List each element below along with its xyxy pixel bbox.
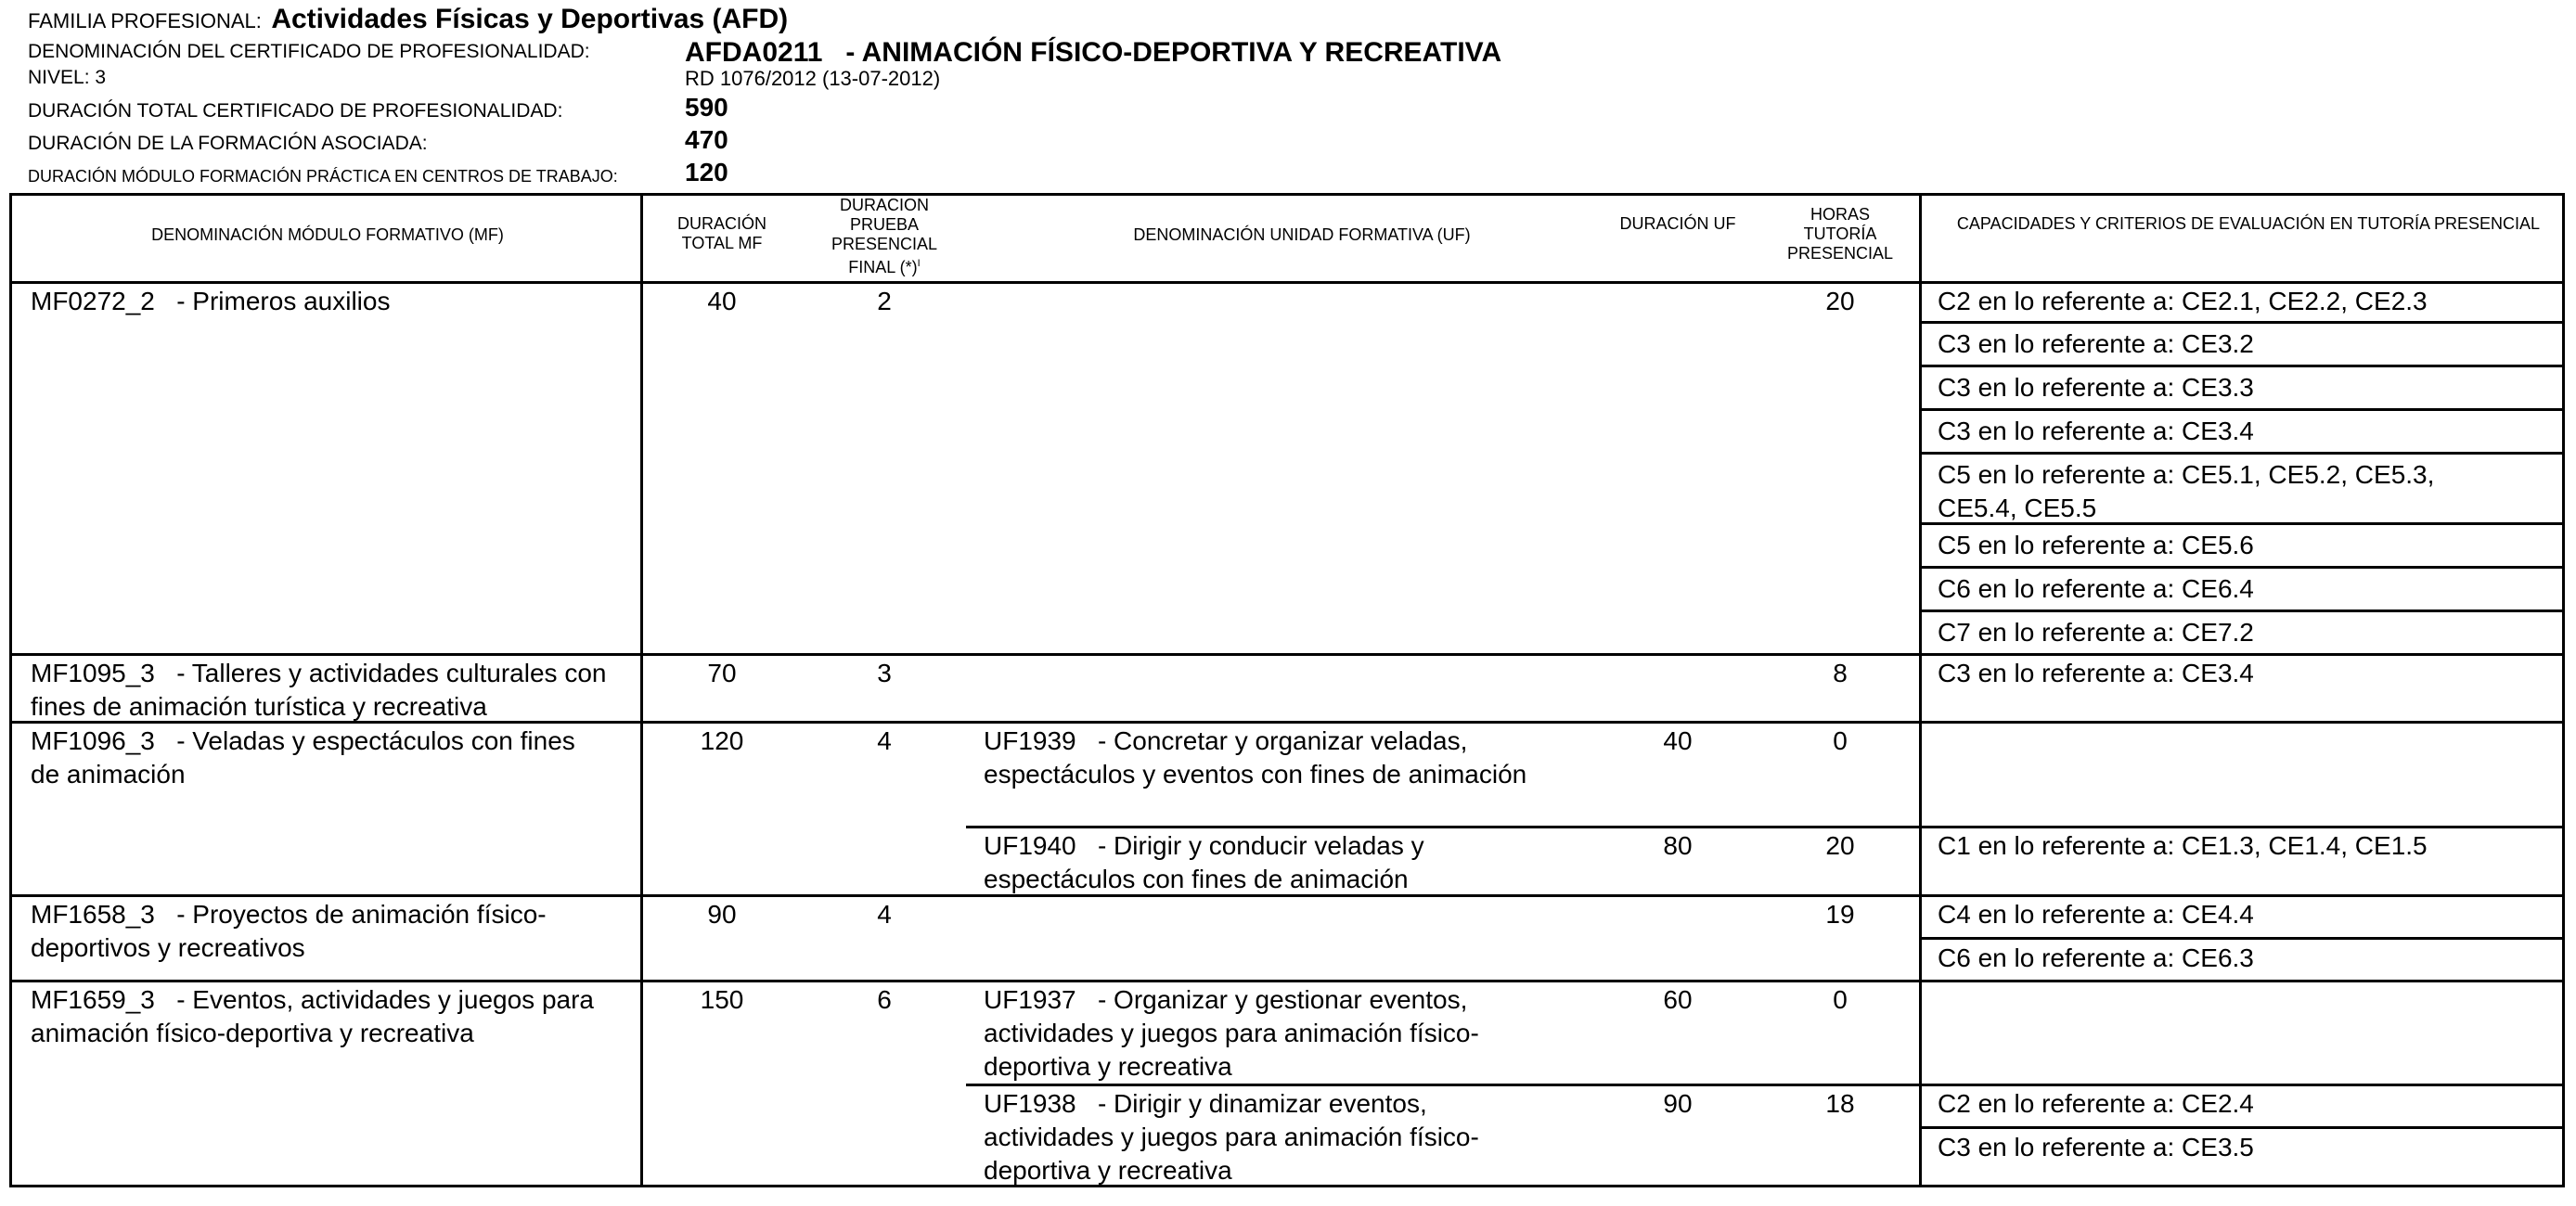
col-header-capacidades: CAPACIDADES Y CRITERIOS DE EVALUACIÓN EN TUTORÍA PRESENCIAL	[1956, 214, 2541, 233]
row3-uf2-cap: C1 en lo referente a: CE1.3, CE1.4, CE1.5	[1938, 831, 2428, 860]
row-divider	[12, 980, 2562, 982]
certificate-title: AFDA0211 - ANIMACIÓN FÍSICO-DEPORTIVA Y RECREATIVA	[685, 37, 1502, 68]
cap-divider	[1919, 1126, 2562, 1129]
row5-total: 150	[700, 985, 744, 1014]
rd-value: RD 1076/2012 (13-07-2012)	[685, 67, 941, 90]
cap-divider	[1919, 452, 2562, 455]
cap-divider	[1919, 566, 2562, 569]
row4-horas: 19	[1825, 900, 1855, 929]
row1-cap: C6 en lo referente a: CE6.4	[1938, 574, 2254, 603]
row1-cap: C3 en lo referente a: CE3.3	[1938, 373, 2254, 402]
col-header-prueba-text: DURACION PRUEBA PRESENCIAL FINAL (*)	[831, 196, 938, 276]
col-header-total-mf: DURACIÓN TOTAL MF	[676, 214, 766, 252]
col-header-mf: DENOMINACIÓN MÓDULO FORMATIVO (MF)	[151, 225, 504, 244]
denominacion-label: DENOMINACIÓN DEL CERTIFICADO DE PROFESIONALIDAD:	[28, 41, 590, 62]
nivel-label: NIVEL: 3	[28, 67, 107, 88]
row5-uf2-cap: C3 en lo referente a: CE3.5	[1938, 1133, 2254, 1161]
row4-total: 90	[707, 900, 737, 929]
row2-cap: C3 en lo referente a: CE3.4	[1938, 659, 2254, 687]
row2-prueba: 3	[877, 659, 892, 687]
col-divider	[1919, 196, 1922, 1185]
row1-prueba: 2	[877, 287, 892, 315]
footnote-marker: I	[917, 258, 921, 269]
uf-divider	[966, 826, 2562, 828]
row1-cap: C7 en lo referente a: CE7.2	[1938, 618, 2254, 647]
cap-divider	[1919, 609, 2562, 612]
row1-total: 40	[707, 287, 737, 315]
row2-horas: 8	[1833, 659, 1848, 687]
row5-uf2: UF1938 - Dirigir y dinamizar eventos, actividades y juegos para animación físico-deportiva y recreativa	[984, 1089, 1479, 1185]
row5-uf2-horas: 18	[1825, 1089, 1855, 1118]
row1-cap: C2 en lo referente a: CE2.1, CE2.2, CE2.3	[1938, 287, 2428, 315]
formacion-asociada-label: DURACIÓN DE LA FORMACIÓN ASOCIADA:	[28, 133, 428, 154]
familia-line	[28, 4, 788, 35]
row3-total: 120	[700, 726, 744, 755]
row4-prueba: 4	[877, 900, 892, 929]
row1-cap: C5 en lo referente a: CE5.6	[1938, 531, 2254, 559]
col-header-uf: DENOMINACIÓN UNIDAD FORMATIVA (UF)	[1133, 225, 1471, 244]
col-divider	[640, 196, 643, 1185]
row3-uf1-horas: 0	[1833, 726, 1848, 755]
row1-cap: C5 en lo referente a: CE5.1, CE5.2, CE5.3, CE5.4, CE5.5	[1938, 460, 2435, 522]
row3-prueba: 4	[877, 726, 892, 755]
row4-cap: C4 en lo referente a: CE4.4	[1938, 900, 2254, 929]
row1-horas: 20	[1825, 287, 1855, 315]
uf-divider	[966, 1084, 2562, 1086]
col-header-duracion-uf: DURACIÓN UF	[1619, 214, 1736, 233]
row1-cap: C3 en lo referente a: CE3.2	[1938, 329, 2254, 358]
row5-uf2-duracion: 90	[1663, 1089, 1693, 1118]
practica-label: DURACIÓN MÓDULO FORMACIÓN PRÁCTICA EN CENTROS DE TRABAJO:	[28, 167, 618, 186]
header-divider	[12, 281, 2562, 284]
row3-uf2-duracion: 80	[1663, 831, 1693, 860]
row5-uf1: UF1937 - Organizar y gestionar eventos, actividades y juegos para animación físico-deportiva y recreativa	[984, 985, 1479, 1081]
row5-mf: MF1659_3 - Eventos, actividades y juegos para animación físico-deportiva y recreativa	[31, 985, 601, 1047]
practica-value: 120	[685, 158, 728, 186]
cap-divider	[1919, 365, 2562, 367]
cap-divider	[1919, 937, 2562, 940]
row5-uf1-horas: 0	[1833, 985, 1848, 1014]
row3-mf: MF1096_3 - Veladas y espectáculos con fines de animación	[31, 726, 583, 789]
formacion-asociada-value: 470	[685, 125, 728, 154]
row1-mf: MF0272_2 - Primeros auxilios	[31, 287, 391, 315]
row3-uf1-duracion: 40	[1663, 726, 1693, 755]
cap-divider	[1919, 408, 2562, 411]
familia-label: FAMILIA PROFESIONAL:	[28, 9, 262, 32]
row3-uf2: UF1940 - Dirigir y conducir veladas y espectáculos con fines de animación	[984, 831, 1432, 893]
familia-value: Actividades Físicas y Deportivas (AFD)	[271, 4, 789, 34]
row5-uf1-duracion: 60	[1663, 985, 1693, 1014]
row4-mf: MF1658_3 - Proyectos de animación físico-deportivos y recreativos	[31, 900, 547, 962]
row3-uf2-horas: 20	[1825, 831, 1855, 860]
duracion-total-label: DURACIÓN TOTAL CERTIFICADO DE PROFESIONALIDAD:	[28, 100, 563, 122]
row2-total: 70	[707, 659, 737, 687]
row-divider	[12, 653, 2562, 656]
row2-mf: MF1095_3 - Talleres y actividades culturales con fines de animación turística y recreativa	[31, 659, 614, 721]
modules-table	[9, 193, 2565, 1187]
col-header-prueba	[815, 196, 954, 277]
row5-uf2-cap: C2 en lo referente a: CE2.4	[1938, 1089, 2254, 1118]
row4-cap: C6 en lo referente a: CE6.3	[1938, 943, 2254, 972]
row3-uf1: UF1939 - Concretar y organizar veladas, espectáculos y eventos con fines de animación	[984, 726, 1527, 789]
cap-divider	[1919, 321, 2562, 324]
row5-prueba: 6	[877, 985, 892, 1014]
duracion-total-value: 590	[685, 93, 728, 122]
col-header-horas: HORAS TUTORÍA PRESENCIAL	[1786, 205, 1894, 263]
row1-cap: C3 en lo referente a: CE3.4	[1938, 417, 2254, 445]
